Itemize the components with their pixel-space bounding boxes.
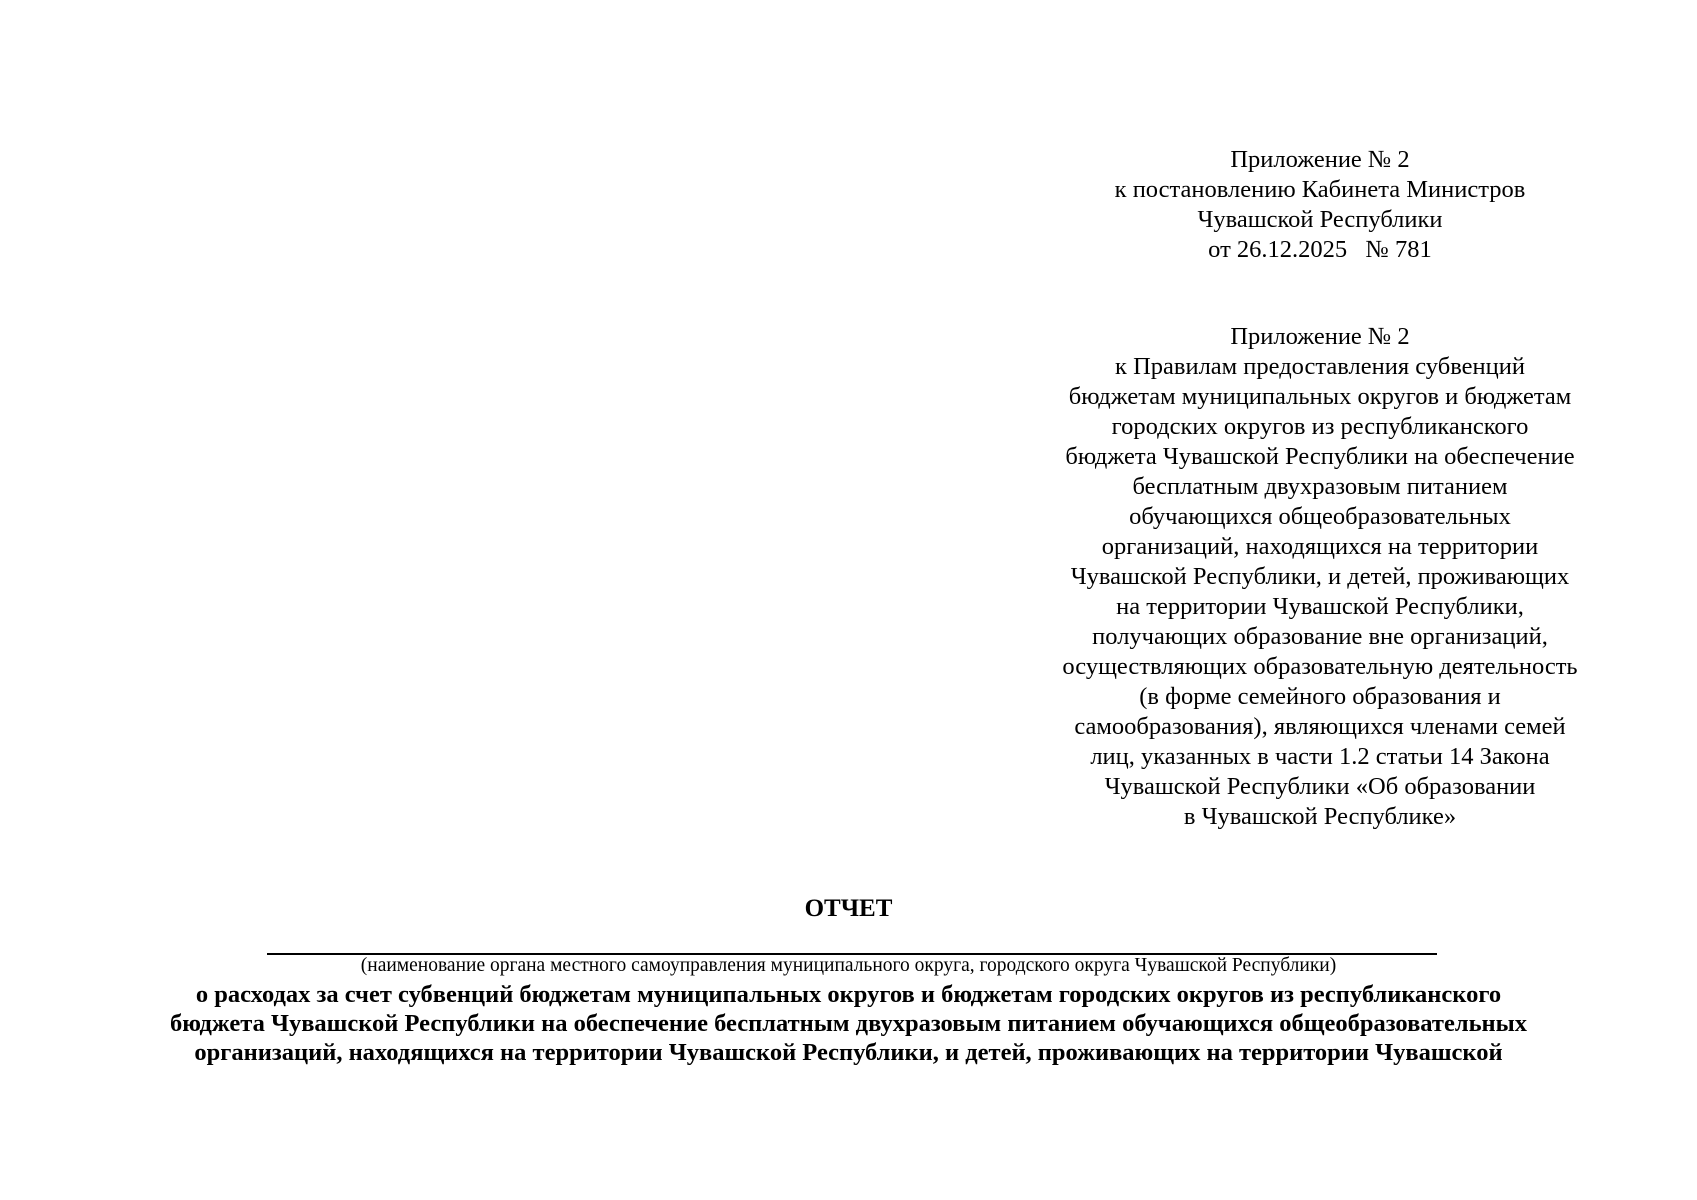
appendix-rules-line: (в форме семейного образования и	[1139, 683, 1501, 710]
appendix-rules-line: бесплатным двухразовым питанием	[1132, 473, 1508, 500]
appendix-rules-line: осуществляющих образовательную деятельность	[1062, 653, 1578, 680]
appendix-rules-block	[1000, 322, 1640, 832]
appendix-rules-line: Чувашской Республики «Об образовании	[1104, 773, 1536, 800]
report-subject-line: бюджета Чувашской Республики на обеспечение бесплатным двухразовым питанием обучающихся общеобразовательных	[169, 1010, 1528, 1037]
report-subject	[60, 980, 1637, 1067]
report-title: ОТЧЕТ	[804, 895, 893, 922]
appendix-rules-line: организаций, находящихся на территории	[1101, 533, 1539, 560]
appendix-rules-line: самообразования), являющихся членами семей	[1074, 713, 1566, 740]
appendix-rules-line: к Правилам предоставления субвенций	[1115, 353, 1525, 380]
appendix-reference: Чувашской Республики	[1197, 206, 1443, 233]
organization-name-caption: (наименование органа местного самоуправления муниципального округа, городского округа Чувашской Республики)	[360, 955, 1337, 976]
report-subject-line: организаций, находящихся на территории Чувашской Республики, и детей, проживающих на территории Чувашской	[194, 1039, 1503, 1066]
appendix-rules-line: бюджета Чувашской Республики на обеспечение	[1065, 443, 1575, 470]
appendix-rules-line: бюджетам муниципальных округов и бюджетам	[1068, 383, 1572, 410]
appendix-number: Приложение № 2	[1230, 146, 1410, 173]
appendix-rules-line: в Чувашской Республике»	[1183, 803, 1457, 830]
resolution-date-number: от 26.12.2025 № 781	[1208, 236, 1432, 263]
appendix-rules-line: получающих образование вне организаций,	[1092, 623, 1548, 650]
appendix-rules-line: Чувашской Республики, и детей, проживающих	[1070, 563, 1570, 590]
appendix-rules-line: на территории Чувашской Республики,	[1116, 593, 1524, 620]
appendix-rules-line: городских округов из республиканского	[1111, 413, 1529, 440]
appendix-resolution-block	[1000, 145, 1640, 265]
appendix-reference: к постановлению Кабинета Министров	[1114, 176, 1526, 203]
report-subject-line: о расходах за счет субвенций бюджетам муниципальных округов и бюджетам городских округов из республиканского	[195, 981, 1502, 1008]
appendix-rules-line: лиц, указанных в части 1.2 статьи 14 Закона	[1090, 743, 1550, 770]
appendix-rules-line: обучающихся общеобразовательных	[1129, 503, 1511, 530]
appendix-number: Приложение № 2	[1230, 323, 1410, 350]
